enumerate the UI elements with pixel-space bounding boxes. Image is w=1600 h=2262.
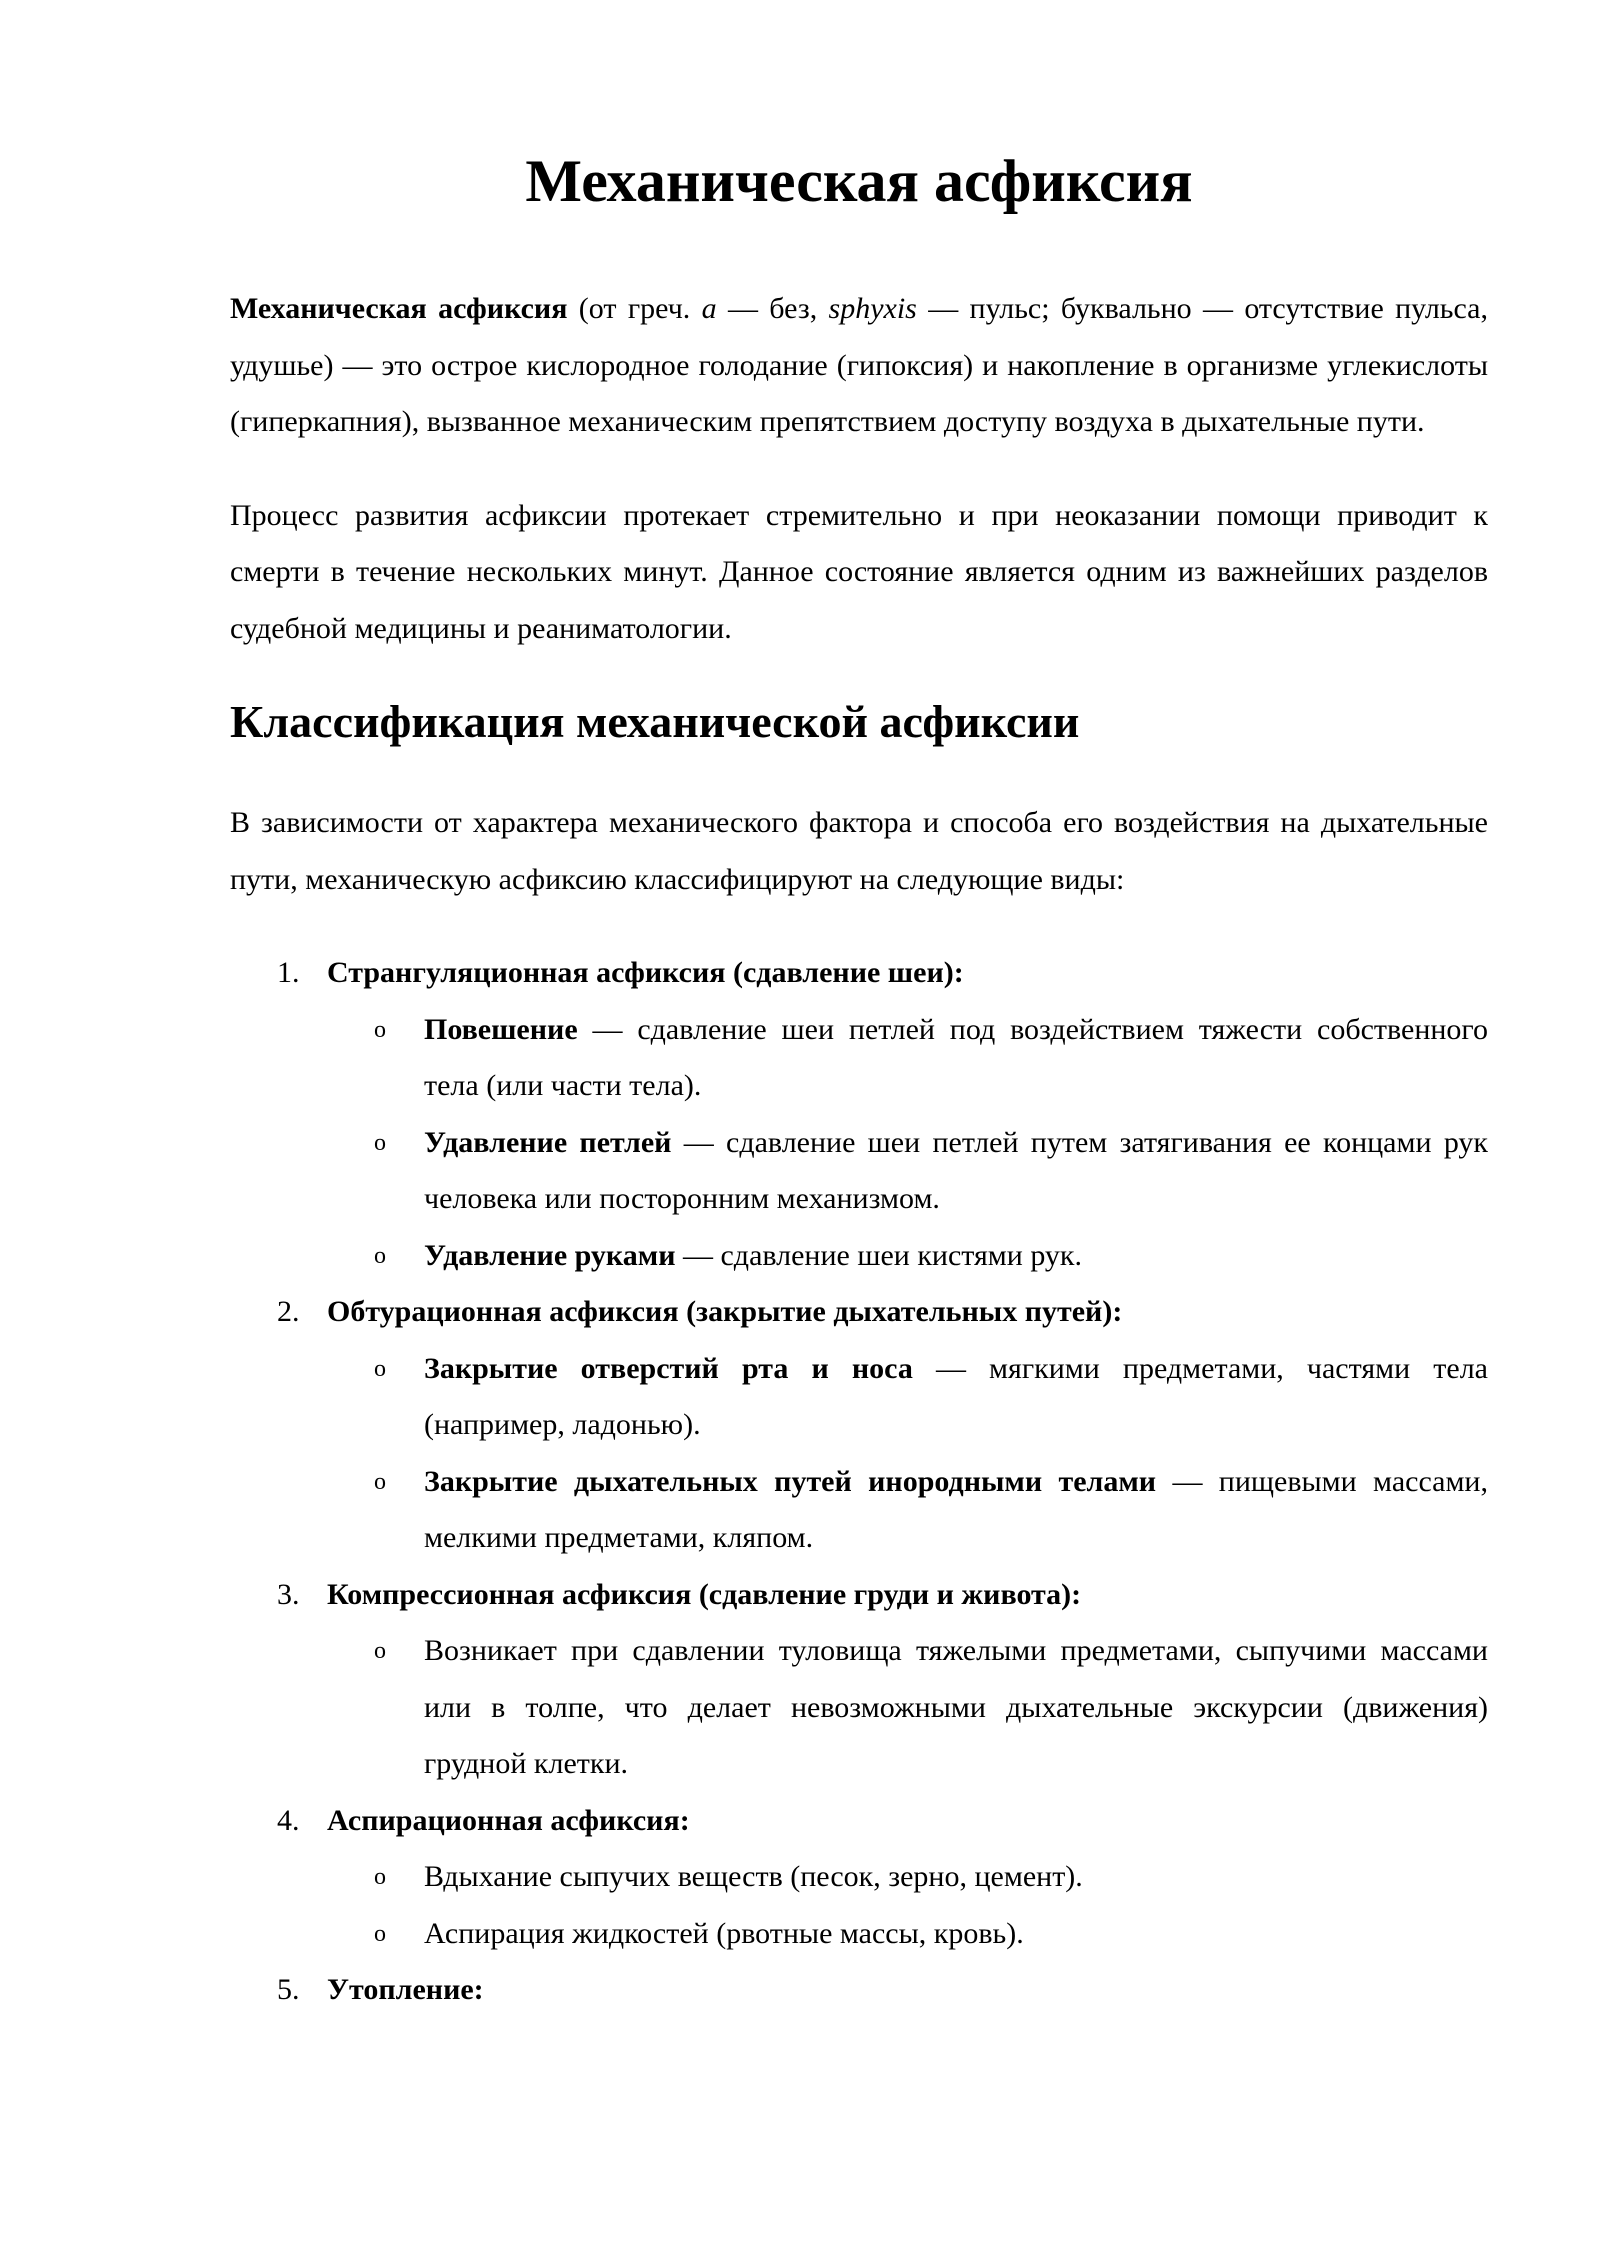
intro-part-3: — пульс; буквально — отсутствие пульса, удушье) — это острое кислородное голодание (гипоксия) и накопление в организме углекислоты (гиперкапния), вызванное механическим препятствием доступу воздуха в дыхательные пути.: [230, 292, 1488, 438]
list-item-number: 2.: [277, 1295, 300, 1329]
section-heading: Классификация механической асфиксии: [230, 696, 1080, 747]
sub-item-text: — сдавление шеи петлей путем затягивания ее концами рук человека или посторонним механизмом.: [424, 1125, 1488, 1216]
classification-list: [230, 945, 1488, 2019]
process-paragraph: Процесс развития асфиксии протекает стремительно и при неоказании помощи приводит к смерти в течение нескольких минут. Данное состояние является одним из важнейших разделов судебной медицины и реаниматологии.: [230, 498, 1488, 645]
list-item-number: 4.: [277, 1803, 300, 1837]
list-item-heading-text: Обтурационная асфиксия (закрытие дыхательных путей):: [327, 1295, 1123, 1329]
list-item: [230, 945, 1488, 1284]
sub-item-term: Повешение: [424, 1012, 578, 1046]
list-item-heading: [277, 1793, 1488, 1850]
sub-list-item: [327, 1002, 1488, 1115]
sub-list-item: [327, 1849, 1488, 1906]
sub-list-item: [327, 1341, 1488, 1454]
bullet-icon: o: [374, 1468, 386, 1495]
bullet-icon: o: [374, 1920, 386, 1947]
list-item-heading-text: Странгуляционная асфиксия (сдавление шеи):: [327, 956, 964, 990]
list-item: [230, 1793, 1488, 1963]
greek-a: a: [701, 292, 717, 325]
sub-list: [327, 1849, 1488, 1962]
sub-item-text: Вдыхание сыпучих веществ (песок, зерно, цемент).: [424, 1860, 1083, 1894]
list-item-number: 3.: [277, 1577, 300, 1611]
list-item-heading: [277, 1962, 1488, 2019]
sub-item-term: Закрытие дыхательных путей инородными телами: [424, 1464, 1157, 1498]
list-item-heading: [277, 1567, 1488, 1624]
sub-item-term: Удавление петлей: [424, 1125, 672, 1159]
bullet-icon: o: [374, 1638, 386, 1665]
sub-item-text: — сдавление шеи петлей под воздействием тяжести собственного тела (или части тела).: [424, 1012, 1488, 1103]
sub-list-item: [327, 1228, 1488, 1285]
intro-part-2: — без,: [716, 292, 829, 325]
sub-list-item: [327, 1454, 1488, 1567]
intro-term: Механическая асфиксия: [230, 292, 568, 325]
greek-sphyxis: sphyxis: [828, 292, 917, 325]
bullet-icon: o: [374, 1016, 386, 1043]
list-item-heading: [277, 945, 1488, 1002]
sub-item-text: Аспирация жидкостей (рвотные массы, кровь).: [424, 1916, 1024, 1950]
list-item: [230, 1284, 1488, 1567]
sub-list-item: [327, 1906, 1488, 1963]
list-item-heading: [277, 1284, 1488, 1341]
sub-item-text: — мягкими предметами, частями тела (например, ладонью).: [424, 1351, 1489, 1442]
sub-item-text: Возникает при сдавлении туловища тяжелыми предметами, сыпучими массами или в толпе, что делает невозможными дыхательные экскурсии (движения) грудной клетки.: [424, 1634, 1488, 1781]
intro-part-1: (от греч.: [567, 292, 702, 325]
sub-item-term: Закрытие отверстий рта и носа: [424, 1351, 913, 1385]
list-item-heading-text: Утопление:: [327, 1973, 484, 2007]
bullet-icon: o: [374, 1864, 386, 1891]
list-item: [230, 1567, 1488, 1793]
section-intro-paragraph: В зависимости от характера механического фактора и способа его воздействия на дыхательные пути, механическую асфиксию классифицируют на следующие виды:: [230, 806, 1488, 896]
bullet-icon: o: [374, 1129, 386, 1156]
sub-item-term: Удавление руками: [424, 1238, 676, 1272]
list-item: [230, 1962, 1488, 2019]
sub-list: [327, 1002, 1488, 1285]
sub-item-text: — пищевыми массами, мелкими предметами, кляпом.: [424, 1464, 1488, 1555]
list-item-heading-text: Компрессионная асфиксия (сдавление груди и живота):: [327, 1577, 1082, 1611]
sub-item-text: — сдавление шеи кистями рук.: [675, 1238, 1083, 1272]
list-item-heading-text: Аспирационная асфиксия:: [327, 1803, 690, 1837]
intro-paragraph: [230, 281, 1488, 451]
sub-list-item: [327, 1115, 1488, 1228]
document-title: Механическая асфиксия: [525, 148, 1193, 214]
list-item-number: 1.: [277, 956, 300, 990]
bullet-icon: o: [374, 1242, 386, 1269]
bullet-icon: o: [374, 1355, 386, 1382]
sub-list: [327, 1623, 1488, 1793]
sub-list-item: [327, 1623, 1488, 1793]
sub-list: [327, 1341, 1488, 1567]
list-item-number: 5.: [277, 1973, 300, 2007]
